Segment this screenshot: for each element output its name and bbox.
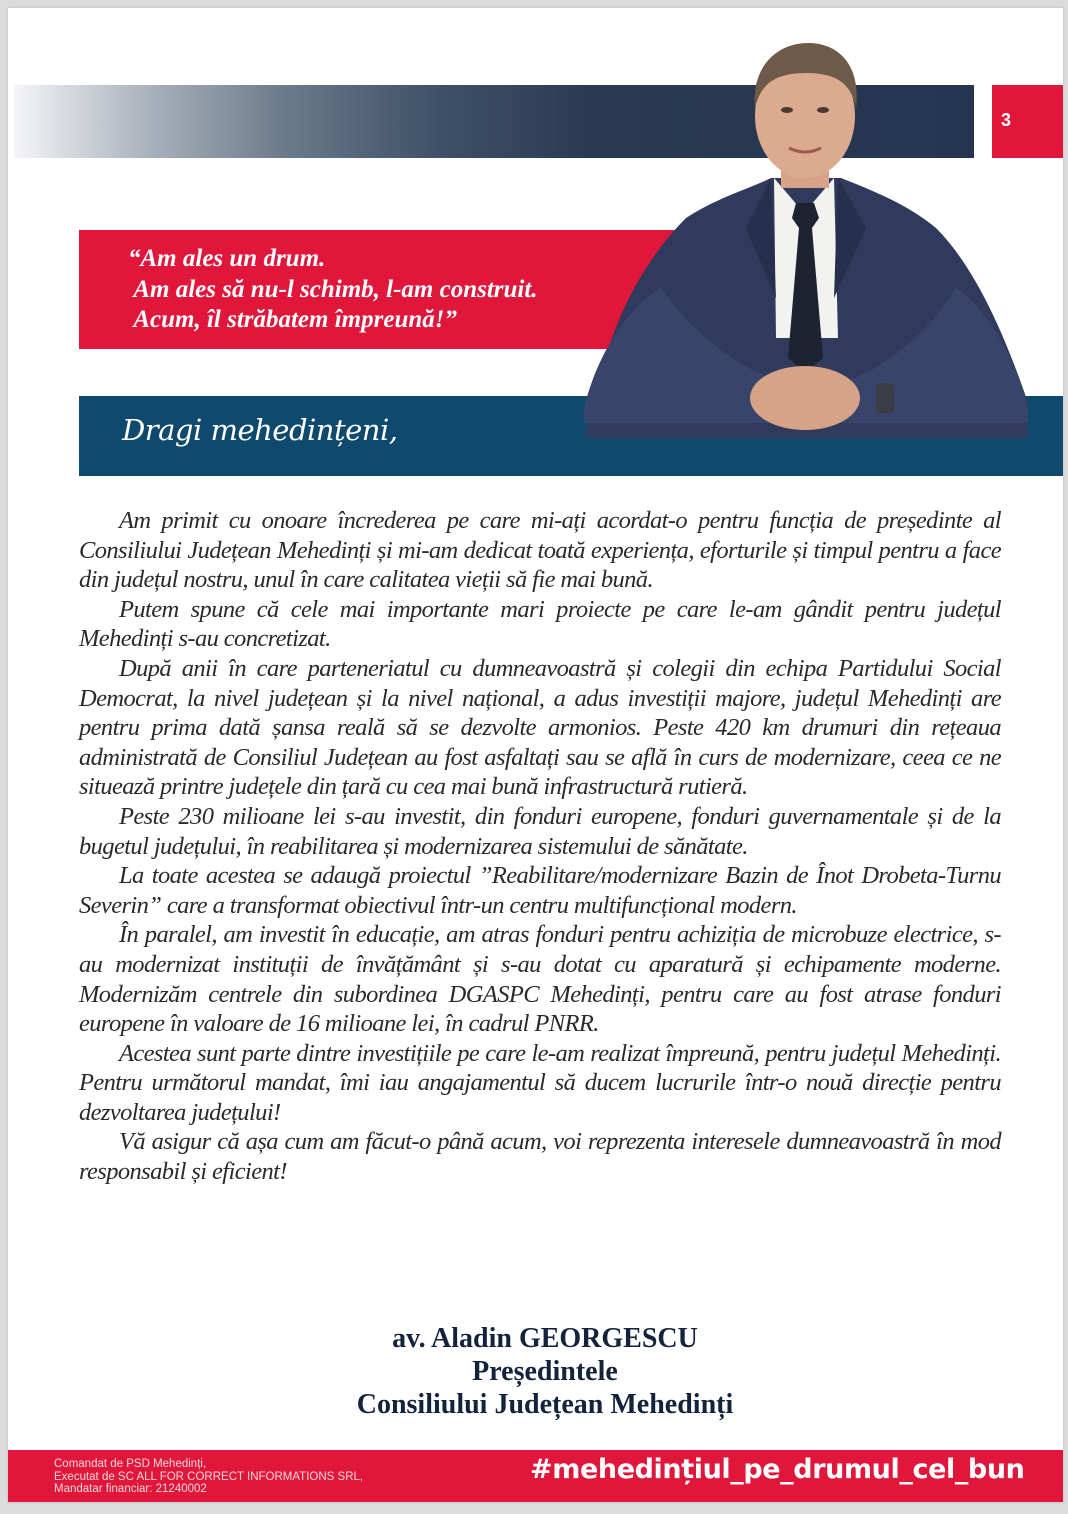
campaign-hashtag: #mehedințiul_pe_drumul_cel_bun [530,1454,1025,1485]
portrait-photo [576,38,1031,438]
portrait-eye-left [781,107,793,113]
letter-paragraph: Acestea sunt parte dintre investițiile pe care le-am realizat împreună, pentru județul Mehedinți. Pentru următorul mandat, îmi iau angajamentul să ducem lucrurile într-o nouă direcție pentru dezvoltarea județului! [79,1039,1001,1126]
footer-legal-notice [54,1458,363,1496]
signature-title: Președintele [472,1356,618,1387]
letter-paragraph: La toate acestea se adaugă proiectul ”Reabilitare/modernizare Bazin de Înot Drobeta-Turnu Severin” care a transformat obiectivul într-un centru multifuncțional modern. [79,862,1001,919]
signature-name: av. Aladin GEORGESCU [392,1323,698,1354]
letter-body [79,506,1001,1187]
greeting-heading: Dragi mehedințeni, [122,413,398,447]
quote-text [128,244,538,336]
footer-legal-line: Mandatar financiar: 21240002 [54,1483,207,1495]
letter-paragraph: Putem spune că cele mai importante mari proiecte pe care le-am gândit pentru județul Mehedinți s-au concretizat. [79,595,1001,653]
portrait-watch [876,383,894,413]
quote-line: “Am ales un drum. [128,245,326,272]
letter-paragraph: Peste 230 milioane lei s-au investit, din fonduri europene, fonduri guvernamentale și de la bugetul județului, în reabilitarea și modernizarea sistemului de sănătate. [79,802,1001,860]
footer-legal-line: Comandat de PSD Mehedinți, [54,1458,207,1470]
quote-line: Acum, îl străbatem împreună!” [128,306,457,333]
signature-institution: Consiliului Județean Mehedinți [356,1389,734,1420]
footer-legal-line: Executat de SC ALL FOR CORRECT INFORMATIONS SRL, [54,1470,364,1483]
portrait-hands [750,366,860,430]
letter-paragraph: Vă asigur că așa cum am făcut-o până acum, voi reprezenta interesele dumneavoastră în mod responsabil și eficient! [79,1128,1001,1186]
portrait-eye-right [817,107,829,113]
letter-paragraph: Am primit cu onoare încrederea pe care mi-ați acordat-o pentru funcția de președinte al Consiliului Județean Mehedinți și mi-am dedicat toată experiența, eforturile și timpul pentru a face din județul nostru, unul în care calitatea vieții să fie mai bună. [79,507,1001,594]
quote-line: Am ales să nu-l schimb, l-am construit. [128,275,538,303]
signature-block [280,1322,810,1421]
letter-paragraph: În paralel, am investit în educație, am atras fonduri pentru achiziția de microbuze electrice, s-au modernizat instituții de învățământ și s-au dotat cu aparatură și echipamente moderne. Modernizăm centrele din subordinea DGASPC Mehedinți, pentru care au fost atrase fonduri europene în valoare de 16 milioane lei, în cadrul PNRR. [79,921,1001,1038]
page-number: 3 [1001,110,1012,130]
letter-paragraph: După anii în care parteneriatul cu dumneavoastră și colegii din echipa Partidului Social Democrat, la nivel județean și la nivel național, a adus investiții majore, județul Mehedinți are pentru prima dată șansa reală să se dezvolte armonios. Peste 420 km drumuri din rețeaua administrată de Consiliul Județean au fost asfaltați sau se află în curs de modernizare, ceea ce ne situează printre județele din țară cu cea mai bună infrastructură rutieră. [79,654,1001,801]
